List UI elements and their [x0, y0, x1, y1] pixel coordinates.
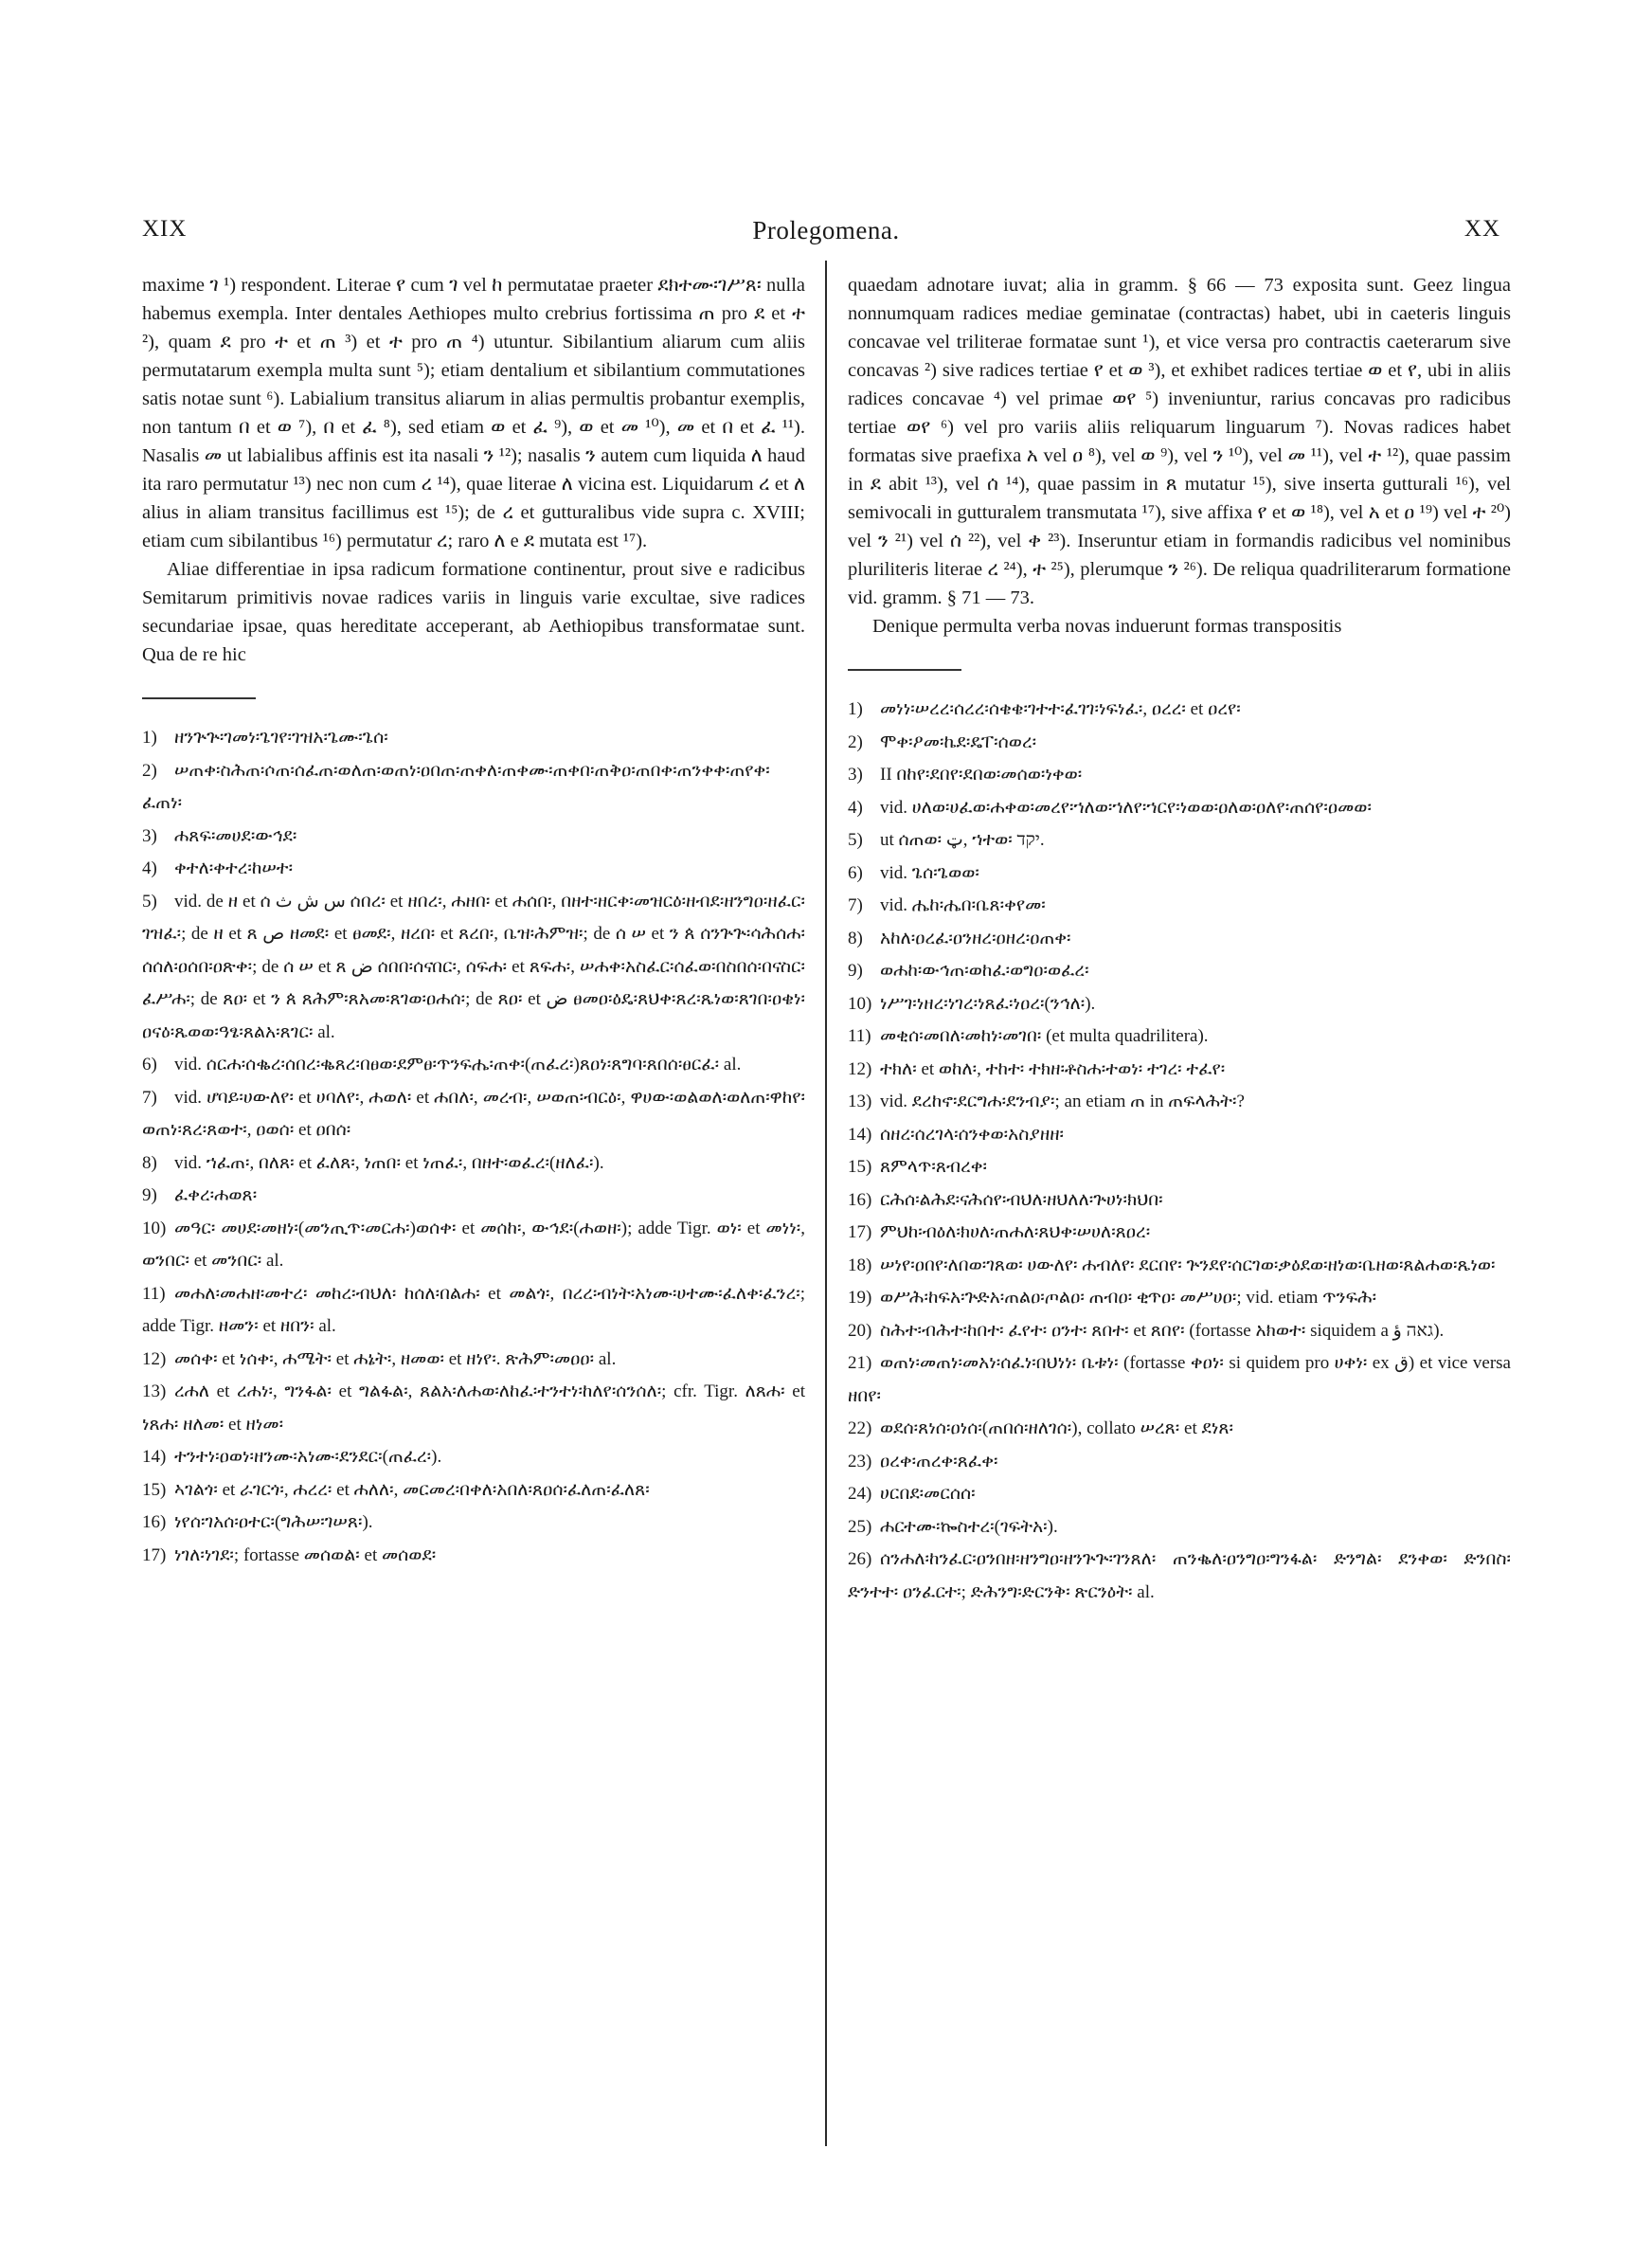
footnote: 4) ቀተለ፡ቀተረ፡ከሠተ፡ [142, 858, 294, 878]
footnote: 7) vid. ሆባይ፡ሀውለየ፡ et ሀባለየ፡, ሐወለ፡ et ሐበለ፡, መረብ፡, ሠወጠ፡ብርዕ፡, ዋሀው፡ወልወለ፡ወለጠ፡ዋከየ፡ወጠነ፡ጸረ፡ጸወተ፡, ዐወሰ፡ et ዐበሰ፡ [142, 1087, 805, 1140]
footnote: 3) ሐጸፍ፡መሀደ፡ውኅደ፡ [142, 825, 297, 846]
footnote: 7) vid. ሔከ፡ሔበ፡ቤጸ፡ቀየመ፡ [848, 895, 1046, 915]
right-paragraph-2: Denique permulta verba novas induerunt formas transpositis [872, 616, 1342, 637]
footnote: 17) ምህከ፡ብዕለ፡ክሀለ፡ጠሐለ፡ጸህቀ፡ሠሀለ፡ጸዐረ፡ [848, 1222, 1151, 1242]
footnote: 12) መሰቀ፡ et ነሰቀ፡, ሐሜት፡ et ሐኔት፡, ዘመወ፡ et ዘነየ፡. ጽሕም፡መዐዐ፡ al. [142, 1348, 617, 1369]
footnote: 14) ተንተነ፡ዐወነ፡ዘንሙ፡አነሙ፡ደንደር፡(ጠፈረ፡). [142, 1447, 442, 1467]
footnote: 6) vid. ሰርሐ፡ሰቈረ፡ሰበረ፡ቈጸረ፡በፀወ፡ደምፀ፡ጥንፍሔ፡ጠቀ፡(ጠፈረ፡)ጸዐነ፡ጸግባ፡ጸበሰ፡ፀርፈ፡ al. [142, 1055, 742, 1074]
footnote: 24) ሀርበደ፡መርሰሰ፡ [848, 1484, 976, 1504]
footnote: 15) ኣገልጎ፡ et ራገርጎ፡, ሐረረ፡ et ሐለለ፡, መርመረ፡በቀለ፡አበለ፡ጸዐሰ፡ፈለጠ፡ፈለጸ፡ [142, 1479, 650, 1500]
footnote: 10) ነሥገ፡ነዘረ፡ነገረ፡ነጸፈ፡ነዐረ፡(ንኅለ፡). [848, 993, 1096, 1014]
footnote: 2) ሠጠቀ፡ስሕጠ፡ሶጠ፡ሰፈጠ፡ወለጠ፡ወጠነ፡ዐበጠ፡ጠቀለ፡ጠቀሙ፡ጠቀበ፡ጠቅዐ፡ጠበቀ፡ጠንቀቀ፡ጠየቀ፡ፈጠነ፡ [142, 760, 770, 813]
footnote: 4) vid. ሀለወ፡ሀፈወ፡ሐቀወ፡መረየ፡ኀለወ፡ኀለየ፡ኀርየ፡ነወወ፡ዐለወ፡ዐለየ፡ጠሰየ፡ዐመወ፡ [848, 797, 1372, 818]
footnote: 8) vid. ኀፈጠ፡, በለጸ፡ et ፈለጸ፡, ነጠበ፡ et ነጠፈ፡, በዘተ፡ወፈረ፡(ዘለፈ፡). [142, 1152, 604, 1173]
footnote: 13) vid. ደረከኖ፡ደርግሐ፡ደንብያ፡; an etiam ጠ in ጠፍላሕት፡? [848, 1092, 1245, 1111]
footnote: 11) መሐለ፡መሐዘ፡መተረ፡ መከረ፡ብህለ፡ ከሰለ፡በልሐ፡ et መልጎ፡, በረረ፡ብነት፡አነሙ፡ሀተሙ፡ፈለቀ፡ፈንረ፡; adde Tigr. ዘመን፡ et ዘበን፡ al. [142, 1283, 805, 1336]
left-footnotes [142, 722, 805, 1572]
right-footnotes [848, 694, 1511, 1609]
footnote: 2) ሞቀ፡ዖመ፡ኬደ፡ዴፐ፡ሰወረ፡ [848, 731, 1037, 752]
footnote: 1) ዘንጕጕ፡ገመነ፡ጌገየ፡ገዝአ፡ጌሙ፡ጌሰ፡ [142, 728, 388, 748]
footnote: 17) ነገለ፡ነገደ፡; fortasse መሰወል፡ et መሰወደ፡ [142, 1544, 437, 1565]
footnote-separator-left [142, 697, 256, 699]
footnote: 10) መዓር፡ መሀደ፡መዘነ፡(መንጢጥ፡መርሐ፡)ወሰቀ፡ et መሰከ፡, ውኅደ፡(ሐወዘ፡); adde Tigr. ወነ፡ et መነነ፡, ወንበር፡ et መንበር፡ al. [142, 1218, 805, 1271]
footnote: 9) ፈቀረ፡ሐወጸ፡ [142, 1185, 258, 1205]
footnote: 3) II በከየ፡ደበየ፡ደበወ፡መሰወ፡ነቀወ፡ [848, 765, 1083, 785]
footnote: 12) ተክለ፡ et ወከለ፡, ተከተ፡ ተክዘ፡ቶስሐ፡ተወነ፡ ተገረ፡ ተፈየ፡ [848, 1058, 1226, 1079]
left-paragraph-2: Aliae differentiae in ipsa radicum formatione continentur, prout sive e radicibus Semitarum primitivis novae radices variis in linguis varie excultae, sive radices secundariae ipsae, quas hereditate acceperant, ab Aethiopibus transformatae sunt. Qua de re hic [142, 559, 805, 665]
footnote: 22) ወደሰ፡ጸነሰ፡ዐነሰ፡(ጠበሰ፡ዘለገሰ፡), collato ሠረጸ፡ et ደነጸ፡ [848, 1418, 1233, 1438]
footnote: 19) ወሥሕ፡ከፍአ፡ጕድአ፡ጠልዐ፡ጦልዐ፡ ጠብዐ፡ ቂጥዐ፡ መሥሀዐ፡; vid. etiam ጥንፍሕ፡ [848, 1288, 1377, 1308]
footnote: 20) ስሕተ፡ብሕተ፡ከበተ፡ ፈየተ፡ ዐንተ፡ ጸበተ፡ et ጸበየ፡ (fortasse አክወተ፡ siquidem a גאה ؤ). [848, 1320, 1445, 1341]
footnote: 16) ነየሰ፡ገአሰ፡ዐተር፡(ግሕሠ፡ገሠጸ፡). [142, 1512, 373, 1532]
footnote: 6) vid. ጌሰ፡ጌወወ፡ [848, 862, 979, 883]
left-paragraph-1: maxime ገ ¹) respondent. Literae የ cum ገ vel ከ permutatae praeter ደክተሙ፡ገሥጸ፡ nulla habemus exempla. Inter dentales Aethiopes multo crebrius fortissima ጠ pro ደ et ተ ²), quam ደ pro ተ et ጠ ³) et ተ pro ጠ ⁴) utuntur. Sibilantium aliarum cum aliis permutatarum exempla multa sunt ⁵); etiam dentalium et sibilantium commutationes satis notae sunt ⁶). Labialium transitus aliarum in alias permultis probantur exemplis, non tantum በ et ወ ⁷), በ et ፈ ⁸), sed etiam ወ et ፈ ⁹), ወ et መ ¹⁰), መ et በ et ፈ ¹¹). Nasalis መ ut labialibus affinis est ita nasali ን ¹²); nasalis ን autem cum liquida ለ haud ita raro permutatur ¹³) nec non cum ረ ¹⁴), quae literae ለ vicina est. Liquidarum ረ et ለ alius in aliam transitus facillimus est ¹⁵); de ረ et gutturalibus vide supra c. XVIII; etiam cum sibilantibus ¹⁶) permutatur ረ; raro ለ e ደ mutata est ¹⁷). [142, 275, 805, 551]
footnote: 5) vid. de ዘ et ሰ س ش ث ሰበረ፡ et ዘበረ፡, ሐዘበ፡ et ሐሰበ፡, በዘተ፡ዘርቀ፡መዝርዕ፡ዘብደ፡ዘንግዐ፡ዘፈር፡ገዝፈ፡; de ዘ et ጸ ص ዘመደ፡ et ፀመደ፡, ዘረበ፡ et ጸረበ፡, ቤዝ፡ሕምዝ፡; de ሰ ሠ et ን ጰ ሰንጕጕ፡ሳሕሰሐ፡ሰሰለ፡ዐሰበ፡ዐጽቀ፡; de ሰ ሠ et ጸ ض ሰበበ፡ሰናበር፡, ሰፍሐ፡ et ጸፍሐ፡, ሠሐቀ፡አስፈር፡ሰፈወ፡በስበሰ፡በናስር፡ፈሥሐ፡; de ጸዐ፡ et ን ጰ ጸሕም፡ጸአመ፡ጸገወ፡ዐሐሰ፡; de ጸዐ፡ et ض ፀመዐ፡ዕዴ፡ጸህቀ፡ጸረ፡ጼነወ፡ጸገበ፡ዐቄነ፡ዐናዕ፡ጼወወ፡ዓፄ፡ጸልአ፡ጸገር፡ al. [142, 891, 805, 1042]
left-page-number: XIX [142, 216, 188, 242]
right-paragraph-1: quaedam adnotare iuvat; alia in gramm. § 66 — 73 exposita sunt. Geez lingua nonnumquam radices mediae geminatae (contractas) habet, ubi in caeteris linguis concavae vel triliterae formatae sunt ¹), et vice versa pro contractis caeterarum sive concavas ²) sive radices tertiae የ et ወ ³), et exhibet radices tertiae ወ et የ, ubi in aliis radices concavae ⁴) vel primae ወየ ⁵) inveniuntur, rarius concavas pro radicibus tertiae ወየ ⁶) vel pro variis aliis reliquarum linguarum ⁷). Novas radices habet formatas sive praefixa አ vel ዐ ⁸), vel ወ ⁹), vel ን ¹⁰), vel መ ¹¹), vel ተ ¹²), quae passim in ደ abit ¹³), vel ሰ ¹⁴), quae passim in ጸ mutatur ¹⁵), sive inserta gutturali ¹⁶), vel semivocali in gutturalem transmutata ¹⁷), sive affixa የ et ወ ¹⁸), vel አ et ዐ ¹⁹) vel ተ ²⁰) vel ን ²¹) vel ሰ ²²), vel ቀ ²³). Inseruntur etiam in formandis radicibus vel nominibus pluriliteris literae ረ ²⁴), ተ ²⁵), plerumque ን ²⁶). De reliqua quadriliterarum formatione vid. gramm. § 71 — 73. [848, 275, 1511, 608]
footnote: 14) ሰዘረ፡ሰረገላ፡ሰንቀወ፡አስያዘዘ፡ [848, 1124, 1065, 1145]
footnote: 13) ረሐለ et ረሐነ፡, ግንፋል፡ et ግልፋል፡, ጸልአ፡ለሐወ፡ለከፈ፡ተንተነ፡ከለየ፡ሰንሰለ፡; cfr. Tigr. ለጸሐ፡ et ነጸሐ፡ ዘለመ፡ et ዘነመ፡ [142, 1381, 805, 1435]
running-title: Prolegomena. [752, 216, 900, 244]
footnote: 9) ወሐከ፡ውኅጠ፡ወከፈ፡ወግዐ፡ወፈረ፡ [848, 961, 1089, 981]
footnote: 26) ሰንሐለ፡ከንፈር፡ዐንበዘ፡ዘንግዐ፡ዘንጕጕ፡ገንጸለ፡ ጠንቈለ፡ዐንግዐ፡ግንፋል፡ ድንግል፡ ደንቀወ፡ ድንበስ፡ ድንተተ፡ ዐንፈርተ፡; ድሕንግ፡ድርንቅ፡ ጽርንዕት፡ al. [848, 1549, 1511, 1602]
footnote: 18) ሠነየ፡ዐበየ፡ለበወ፡ገጸወ፡ ሀውለየ፡ ሐብለየ፡ ደርበየ፡ ጕንደየ፡ሰርገወ፡ቃዕደወ፡ዘነወ፡ቤዘወ፡ጸልሐወ፡ጼነወ፡ [848, 1255, 1496, 1275]
footnote: 23) ዐረቀ፡ጠረቀ፡ጸፈቀ፡ [848, 1451, 998, 1472]
left-column [142, 271, 805, 1572]
footnote: 11) መቂሰ፡መበለ፡መከነ፡መገበ፡ (et multa quadrilitera). [848, 1026, 1209, 1046]
footnote-separator-right [848, 669, 961, 671]
footnote: 25) ሐርተሙ፡ኰስተረ፡(ገፍትአ፡). [848, 1516, 1058, 1537]
footnote: 16) ርሕሰ፡ልሕደ፡ናሕሰየ፡ብህለ፡ዘህለለ፡ጕሀነ፡ክህበ፡ [848, 1189, 1163, 1210]
footnote: 15) ጸምላጥ፡ጸብረቀ፡ [848, 1157, 987, 1177]
footnote: 5) ut ሰጠወ፡ ټ, ኀተወ፡ יקד. [848, 830, 1045, 850]
footnote: 8) አከለ፡ዐረፈ፡ዐንዘረ፡ዐዘረ፡ዐጠቀ፡ [848, 928, 1071, 948]
right-column [848, 271, 1511, 1609]
right-page-number: XX [1463, 216, 1500, 242]
footnote: 21) ወጠነ፡መጠነ፡መአነ፡ሰፈነ፡በህነነ፡ ቤቱነ፡ (fortasse ቀዐነ፡ si quidem pro ሀቀነ፡ ex ق) et vice versa ዘበየ፡ [848, 1353, 1511, 1406]
column-divider [825, 261, 827, 2146]
footnote: 1) መነነ፡ሠረረ፡ሰረረ፡ሰቄቄ፡ገተተ፡ፈገገ፡ነፍነፈ፡, ዐረረ፡ et ዐረየ፡ [848, 699, 1241, 719]
